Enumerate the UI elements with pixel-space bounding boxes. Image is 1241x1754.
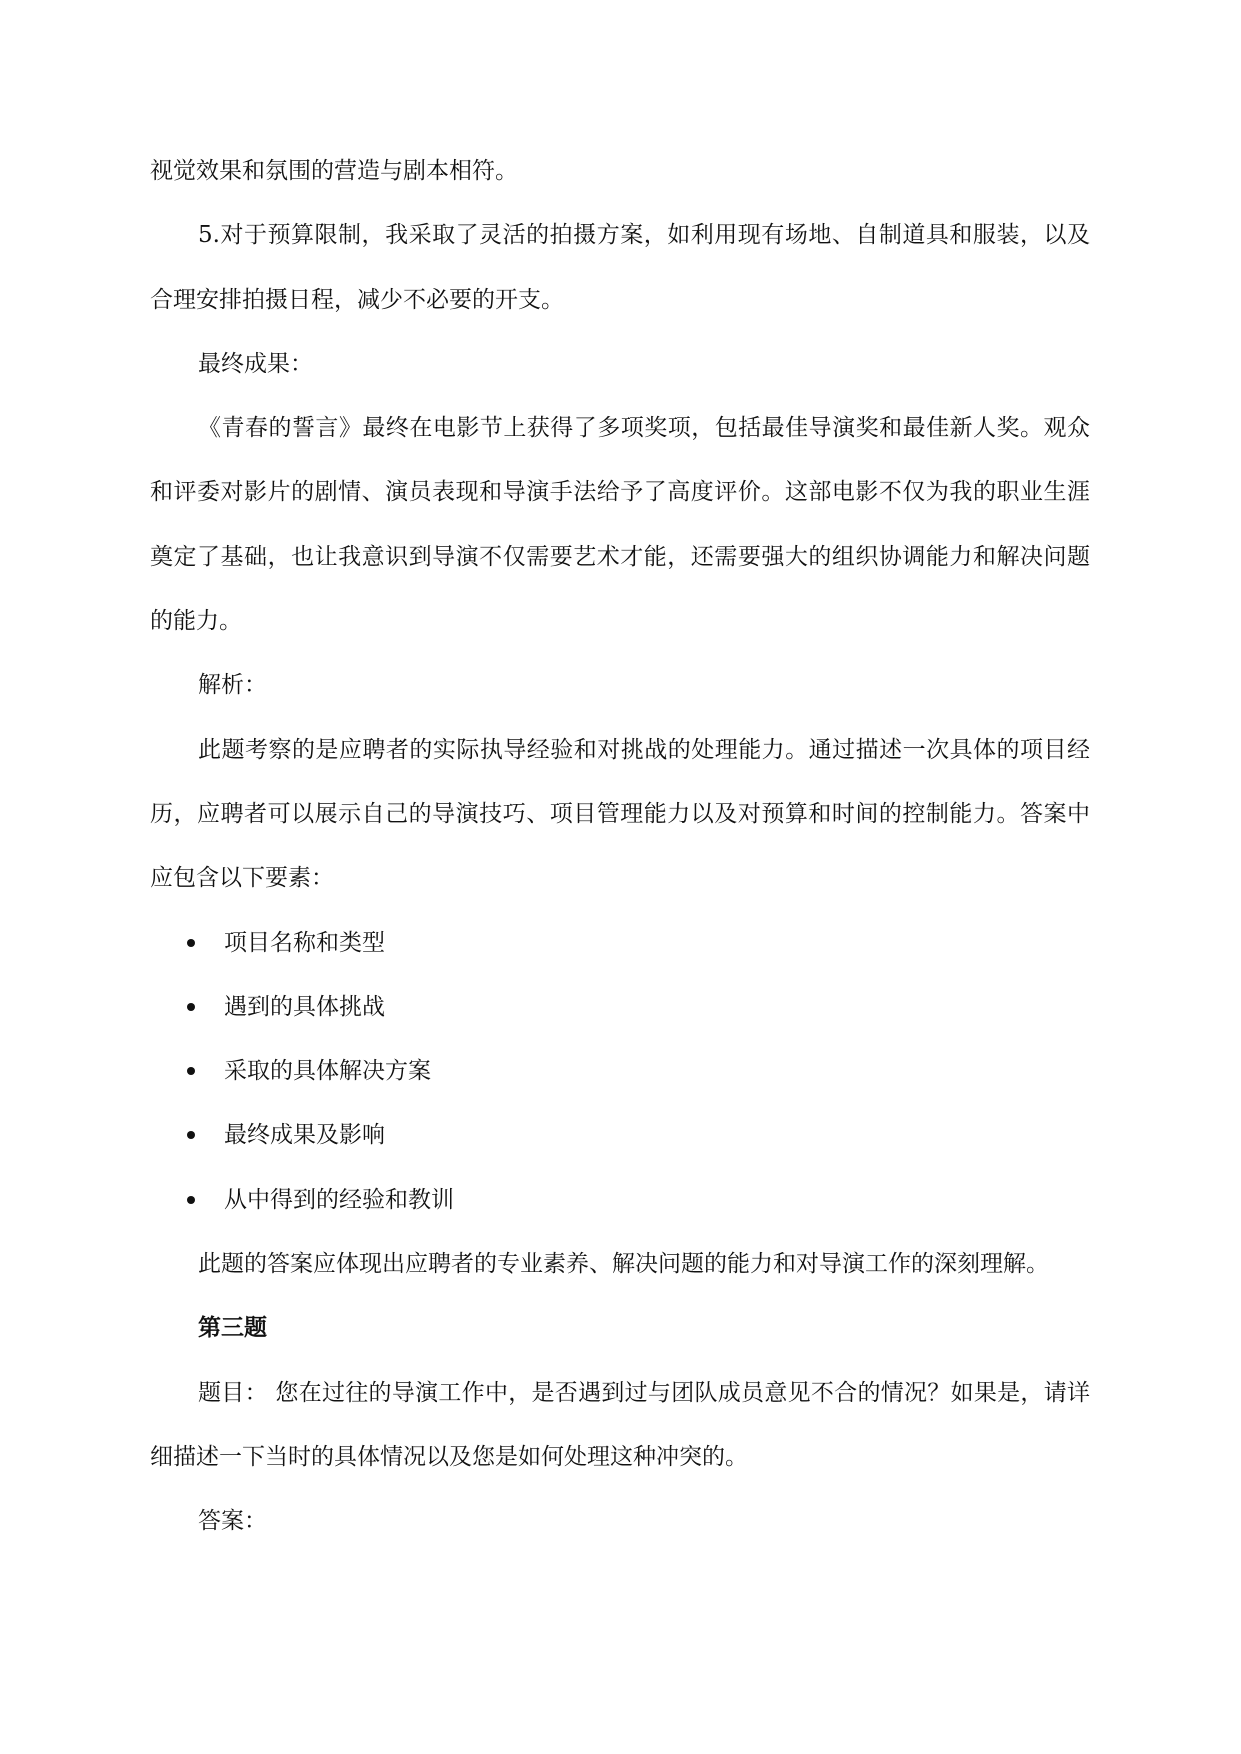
list-item-text: 从中得到的经验和教训 xyxy=(224,1186,454,1213)
list-item xyxy=(150,1168,1090,1232)
section-heading-question-three: 第三题 xyxy=(198,1314,267,1342)
list-item-text: 遇到的具体挑战 xyxy=(224,993,385,1020)
paragraph-answer-requirement: 此题的答案应体现出应聘者的专业素养、解决问题的能力和对导演工作的深刻理解。 xyxy=(198,1251,1049,1278)
section-label-answer: 答案： xyxy=(198,1508,267,1535)
section-label-analysis: 解析： xyxy=(198,672,267,699)
list-item-text: 项目名称和类型 xyxy=(224,929,385,956)
list-item-text: 采取的具体解决方案 xyxy=(224,1058,431,1085)
paragraph-final-result: 《青春的誓言》最终在电影节上获得了多项奖项，包括最佳导演奖和最佳新人奖。观众和评委对影片的剧情、演员表现和导演手法给予了高度评价。这部电影不仅为我的职业生涯奠定了基础，也让我意识到导演不仅需要艺术才能，还需要强大的组织协调能力和解决问题的能力。 xyxy=(150,415,1090,635)
list-item xyxy=(150,975,1090,1039)
paragraph-question: 题目： 您在过往的导演工作中，是否遇到过与团队成员意见不合的情况？如果是，请详细描述一下当时的具体情况以及您是如何处理这种冲突的。 xyxy=(150,1379,1090,1470)
paragraph-analysis: 此题考察的是应聘者的实际执导经验和对挑战的处理能力。通过描述一次具体的项目经历，应聘者可以展示自己的导演技巧、项目管理能力以及对预算和时间的控制能力。答案中应包含以下要素： xyxy=(150,736,1090,892)
section-label-final-result: 最终成果： xyxy=(198,350,313,377)
paragraph-budget-solution: 5.对于预算限制，我采取了灵活的拍摄方案，如利用现有场地、自制道具和服装，以及合理安排拍摄日程，减少不必要的开支。 xyxy=(150,222,1090,313)
document-body xyxy=(150,139,1090,1554)
list-item xyxy=(150,911,1090,975)
bullet-icon xyxy=(187,1003,195,1011)
bullet-icon xyxy=(187,1131,195,1139)
list-item-text: 最终成果及影响 xyxy=(224,1122,385,1149)
list-item xyxy=(150,1103,1090,1167)
bullet-icon xyxy=(187,939,195,947)
bullet-icon xyxy=(187,1067,195,1075)
paragraph-visual-effects: 视觉效果和氛围的营造与剧本相符。 xyxy=(150,158,518,184)
answer-elements-list xyxy=(150,911,1090,1232)
bullet-icon xyxy=(187,1196,195,1204)
list-item xyxy=(150,1039,1090,1103)
